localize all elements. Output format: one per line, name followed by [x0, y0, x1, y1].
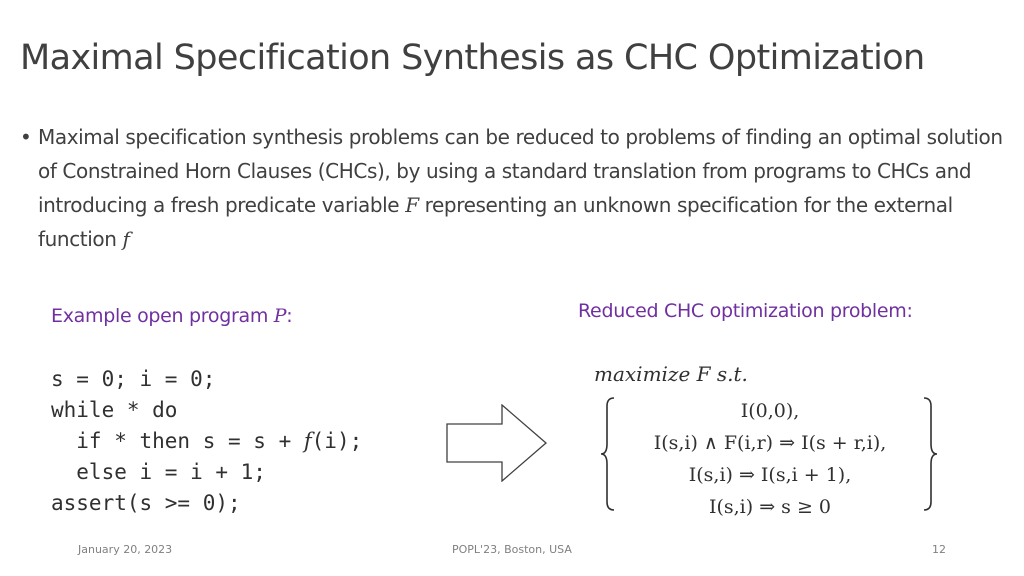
footer-date: January 20, 2023 — [78, 543, 173, 556]
objective-line: maximize F s.t. — [594, 362, 748, 386]
code-line: s = 0; i = 0; — [51, 367, 216, 391]
example-label-text: Example open program — [51, 305, 274, 327]
predicate-var-F: F — [405, 193, 419, 217]
bullet-point — [20, 120, 1005, 256]
code-line: assert(s >= 0); — [51, 491, 241, 515]
code-function-f: f — [303, 429, 312, 453]
footer-conference: POPL'23, Boston, USA — [452, 543, 572, 556]
footer-page-number: 12 — [932, 543, 946, 556]
bullet-text-before: Maximal specification synthesis problems can be reduced to problems of finding an optimal solution of Constrained Horn Clauses (CHCs), by using a standard translation from programs to CHCs and introducing a fresh predicate variable — [38, 125, 1003, 217]
code-fragment: (i); — [311, 429, 363, 453]
function-var-f: f — [122, 227, 130, 251]
code-fragment: if * then s = s + — [51, 429, 304, 453]
slide-title: Maximal Specification Synthesis as CHC Optimization — [20, 38, 925, 78]
bullet-text — [38, 120, 1005, 256]
chc-constraints — [600, 395, 940, 523]
example-program-label — [51, 305, 292, 327]
code-line — [51, 426, 362, 457]
program-var-P: P — [273, 305, 287, 327]
reduced-problem-label: Reduced CHC optimization problem: — [578, 300, 913, 322]
code-line: else i = i + 1; — [51, 460, 266, 484]
bullet-text-middle: representing an unknown specification for the external function — [38, 193, 953, 251]
constraint-line: I(s,i) ∧ F(i,r) ⇒ I(s + r,i), — [653, 432, 887, 454]
constraint-line: I(s,i) ⇒ I(s,i + 1), — [688, 464, 852, 486]
constraint-line: I(0,0), — [740, 400, 800, 422]
right-arrow-icon — [446, 404, 548, 482]
code-block — [51, 364, 362, 519]
example-label-colon: : — [286, 305, 293, 327]
code-line: while * do — [51, 398, 178, 422]
bullet-icon: • — [20, 125, 32, 149]
constraint-line: I(s,i) ⇒ s ≥ 0 — [708, 496, 832, 518]
